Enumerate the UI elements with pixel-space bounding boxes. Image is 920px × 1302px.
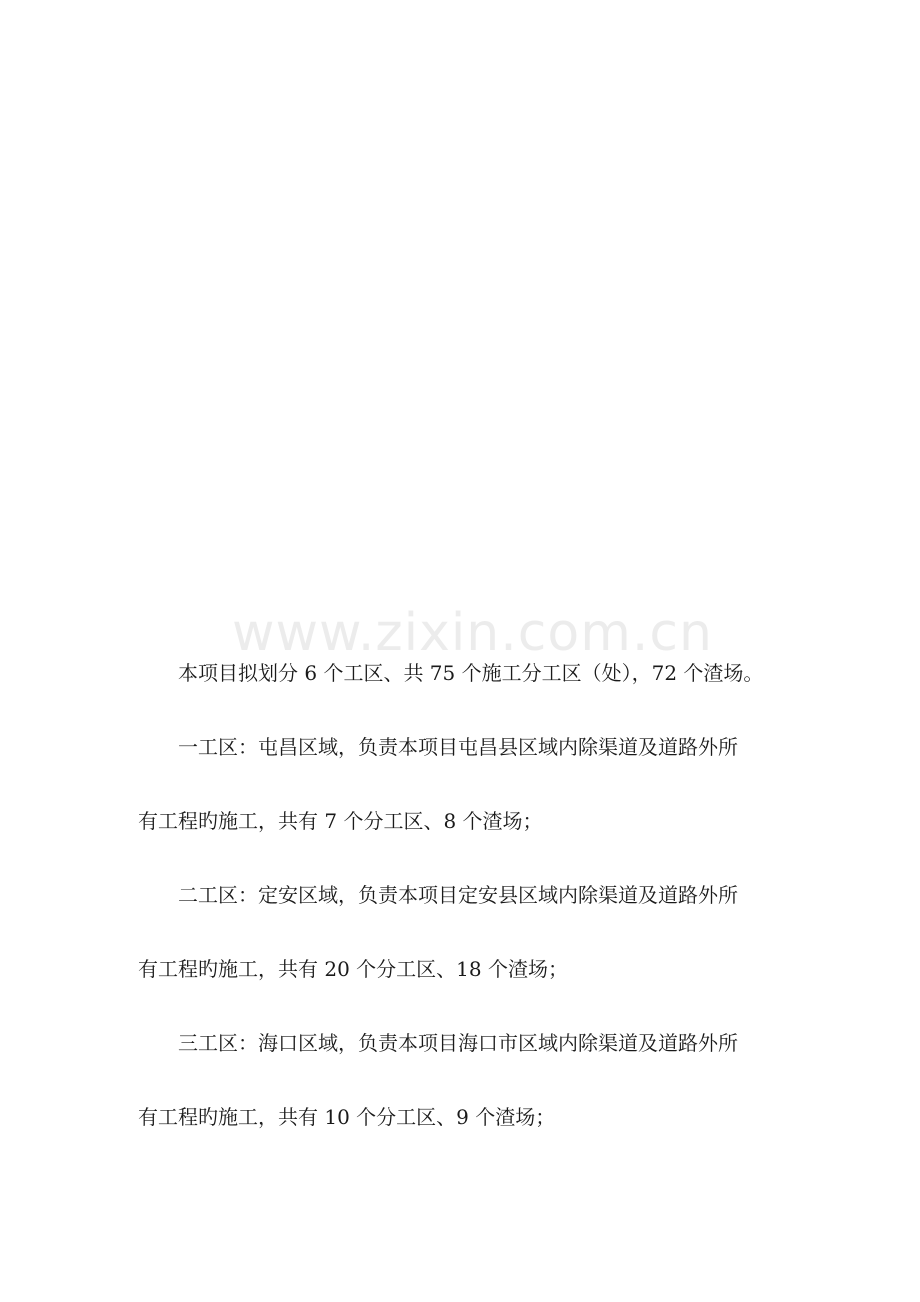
- paragraph-zone-1-line-2: 有工程旳施工，共有 7 个分工区、8 个渣场；: [138, 809, 543, 833]
- paragraph-zone-3-line-2: 有工程旳施工，共有 10 个分工区、9 个渣场；: [138, 1105, 556, 1129]
- paragraph-zone-1-line-1: 一工区：屯昌区域，负责本项目屯昌县区域内除渠道及道路外所: [178, 735, 738, 759]
- paragraph-overview: 本项目拟划分 6 个工区、共 75 个施工分工区（处），72 个渣场。: [178, 661, 764, 685]
- document-body: [138, 636, 788, 1154]
- paragraph-zone-2-line-1: 二工区：定安区域，负责本项目定安县区域内除渠道及道路外所: [178, 883, 738, 907]
- paragraph-zone-2-line-2: 有工程旳施工，共有 20 个分工区、18 个渣场；: [138, 957, 568, 981]
- watermark: www.zixin.com.cn: [232, 603, 713, 663]
- paragraph-zone-3-line-1: 三工区：海口区域，负责本项目海口市区域内除渠道及道路外所: [178, 1031, 738, 1055]
